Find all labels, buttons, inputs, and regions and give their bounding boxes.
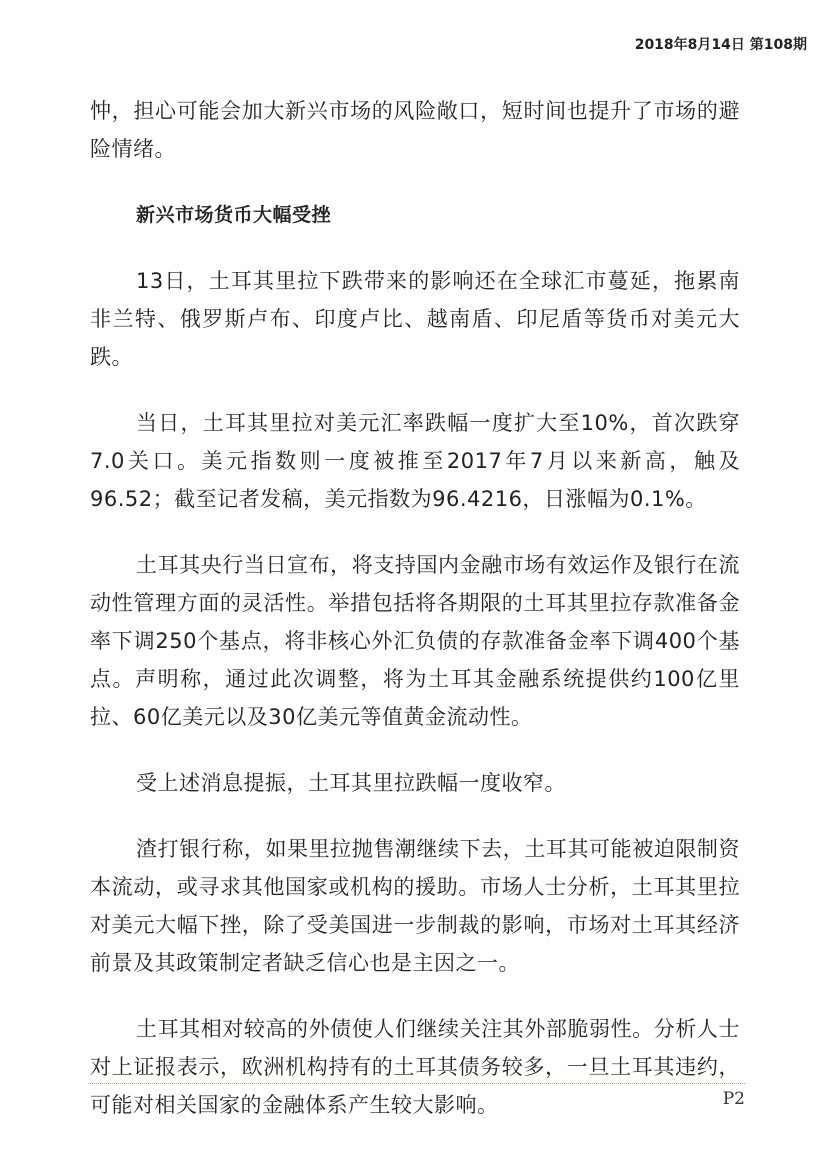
footer-divider (88, 1083, 745, 1084)
paragraph-1: 13日，土耳其里拉下跌带来的影响还在全球汇市蔓延，拖累南非兰特、俄罗斯卢布、印度卢比、越南盾、印尼盾等货币对美元大跌。 (90, 269, 740, 369)
article-body (90, 92, 740, 1152)
page-number: P2 (722, 1089, 745, 1109)
issue-date-header: 2018年8月14日 第108期 (634, 37, 807, 53)
paragraph-4: 受上述消息提振，土耳其里拉跌幅一度收窄。 (136, 771, 566, 795)
paragraph-2: 当日，土耳其里拉对美元汇率跌幅一度扩大至10%，首次跌穿7.0关口。美元指数则一度被推至2017年7月以来新高，触及96.52；截至记者发稿，美元指数为96.4216，日涨幅为0.1%。 (90, 411, 740, 511)
paragraph-5: 渣打银行称，如果里拉抛售潮继续下去，土耳其可能被迫限制资本流动，或寻求其他国家或机构的援助。市场人士分析，土耳其里拉对美元大幅下挫，除了受美国进一步制裁的影响，市场对土耳其经济前景及其政策制定者缺乏信心也是主因之一。 (90, 837, 740, 975)
paragraph-3: 土耳其央行当日宣布，将支持国内金融市场有效运作及银行在流动性管理方面的灵活性。举措包括将各期限的土耳其里拉存款准备金率下调250个基点，将非核心外汇负债的存款准备金率下调400个基点。声明称，通过此次调整，将为土耳其金融系统提供约100亿里拉、60亿美元以及30亿美元等值黄金流动性。 (90, 553, 740, 729)
paragraph-continued: 忡，担心可能会加大新兴市场的风险敞口，短时间也提升了市场的避险情绪。 (90, 99, 740, 161)
paragraph-6: 土耳其相对较高的外债使人们继续关注其外部脆弱性。分析人士对上证报表示，欧洲机构持有的土耳其债务较多，一旦土耳其违约，可能对相关国家的金融体系产生较大影响。 (90, 1017, 740, 1117)
section-heading: 新兴市场货币大幅受挫 (136, 204, 332, 226)
